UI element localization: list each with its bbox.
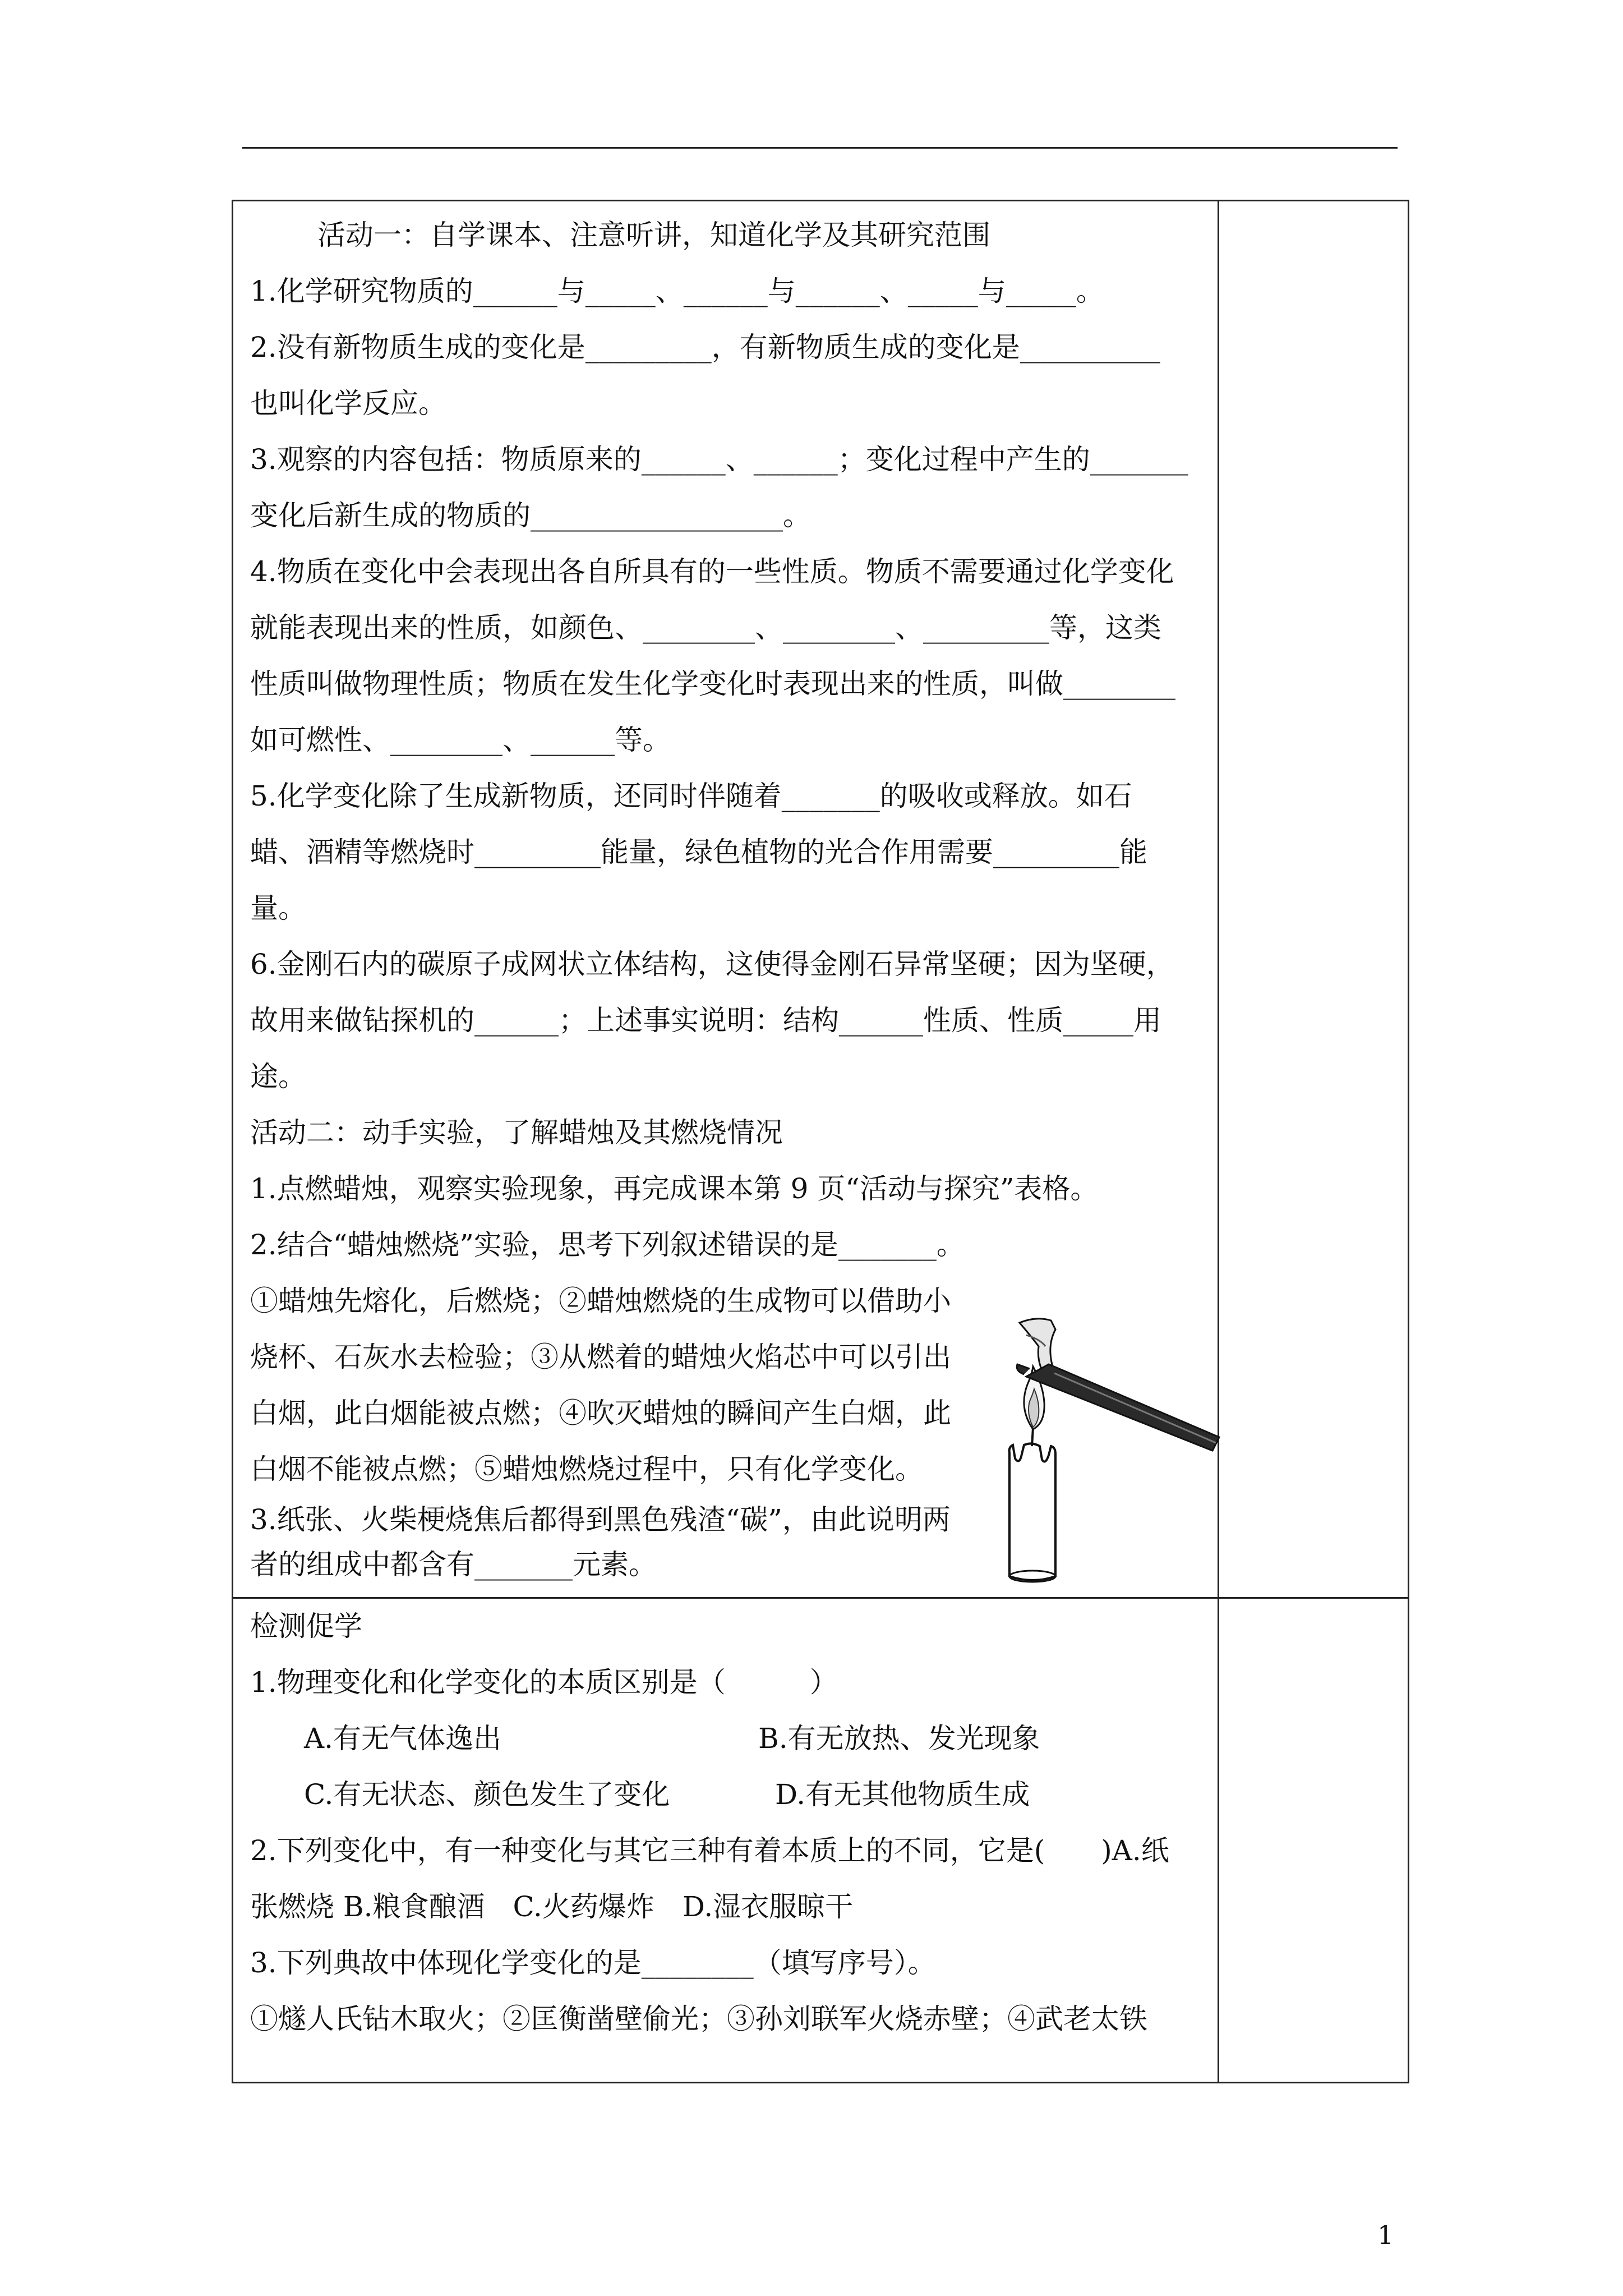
activity1-line: 途。 xyxy=(250,1060,306,1093)
check-question-3: 3.下列典故中体现化学变化的是________（填写序号）。 xyxy=(250,1947,936,1979)
activity2-line: 白烟不能被点燃；⑤蜡烛燃烧过程中，只有化学变化。 xyxy=(250,1453,923,1485)
candle-experiment-illustration xyxy=(993,1313,1223,1588)
page-number: 1 xyxy=(1377,2220,1394,2250)
activity2-title: 活动二：动手实验，了解蜡烛及其燃烧情况 xyxy=(250,1116,783,1149)
activity1-line: 蜡、酒精等燃烧时_________能量，绿色植物的光合作用需要_________能 xyxy=(250,836,1147,868)
activity1-line: 4.物质在变化中会表现出各自所具有的一些性质。物质不需要通过化学变化 xyxy=(250,555,1174,588)
check-question-2-options: 张燃烧 B.粮食酿酒 C.火药爆炸 D.湿衣服晾干 xyxy=(250,1890,854,1923)
activity1-line: 故用来做钻探机的______；上述事实说明：结构______性质、性质_____用 xyxy=(250,1004,1161,1037)
check-question-1: 1.物理变化和化学变化的本质区别是（ ） xyxy=(250,1666,838,1699)
activity1-title: 活动一：自学课本、注意听讲，知道化学及其研究范围 xyxy=(317,219,990,251)
activity1-line: 量。 xyxy=(250,892,306,924)
activity1-line: 性质叫做物理性质；物质在发生化学变化时表现出来的性质，叫做________ xyxy=(250,668,1175,700)
activity2-line: 3.纸张、火柴梗烧焦后都得到黑色残渣“碳”，由此说明两 xyxy=(250,1503,951,1536)
activity1-line: 变化后新生成的物质的__________________。 xyxy=(250,499,811,532)
activity1-line: 就能表现出来的性质，如颜色、________、________、_________等，这类 xyxy=(250,611,1161,644)
check-q1-option-d: D.有无其他物质生成 xyxy=(775,1778,1030,1811)
activity2-line: ①蜡烛先熔化，后燃烧；②蜡烛燃烧的生成物可以借助小 xyxy=(250,1285,951,1317)
activity2-line: 者的组成中都含有_______元素。 xyxy=(250,1548,657,1581)
check-question-2: 2.下列变化中，有一种变化与其它三种有着本质上的不同，它是( )A.纸 xyxy=(250,1834,1169,1867)
check-q1-option-b: B.有无放热、发光现象 xyxy=(758,1722,1040,1755)
activity1-line: 3.观察的内容包括：物质原来的______、______；变化过程中产生的_______ xyxy=(250,443,1188,476)
activity2-line: 1.点燃蜡烛，观察实验现象，再完成课本第 9 页“活动与探究”表格。 xyxy=(250,1172,1099,1205)
row-divider xyxy=(233,1597,1408,1599)
activity2-line: 2.结合“蜡烛燃烧”实验，思考下列叙述错误的是_______。 xyxy=(250,1228,965,1261)
check-title: 检测促学 xyxy=(250,1610,362,1642)
activity1-line: 也叫化学反应。 xyxy=(250,387,446,420)
worksheet-table xyxy=(232,200,1409,2083)
check-question-3-items: ①燧人氏钻木取火；②匡衡凿壁偷光；③孙刘联军火烧赤壁；④武老太铁 xyxy=(250,2003,1147,2035)
check-q1-option-a: A.有无气体逸出 xyxy=(304,1722,502,1755)
activity2-line: 烧杯、石灰水去检验；③从燃着的蜡烛火焰芯中可以引出 xyxy=(250,1341,951,1373)
activity1-line: 如可燃性、________、______等。 xyxy=(250,724,671,756)
activity1-line: 2.没有新物质生成的变化是_________，有新物质生成的变化是__________ xyxy=(250,331,1160,364)
check-q1-option-c: C.有无状态、颜色发生了变化 xyxy=(304,1778,670,1811)
activity1-line: 1.化学研究物质的______与_____、______与______、_____与_____。 xyxy=(250,275,1104,307)
activity1-line: 6.金刚石内的碳原子成网状立体结构，这使得金刚石异常坚硬；因为坚硬， xyxy=(250,948,1174,981)
column-divider xyxy=(1218,201,1219,2082)
activity1-line: 5.化学变化除了生成新物质，还同时伴随着_______的吸收或释放。如石 xyxy=(250,780,1132,812)
header-rule xyxy=(242,147,1398,149)
activity2-line: 白烟，此白烟能被点燃；④吹灭蜡烛的瞬间产生白烟，此 xyxy=(250,1397,951,1429)
